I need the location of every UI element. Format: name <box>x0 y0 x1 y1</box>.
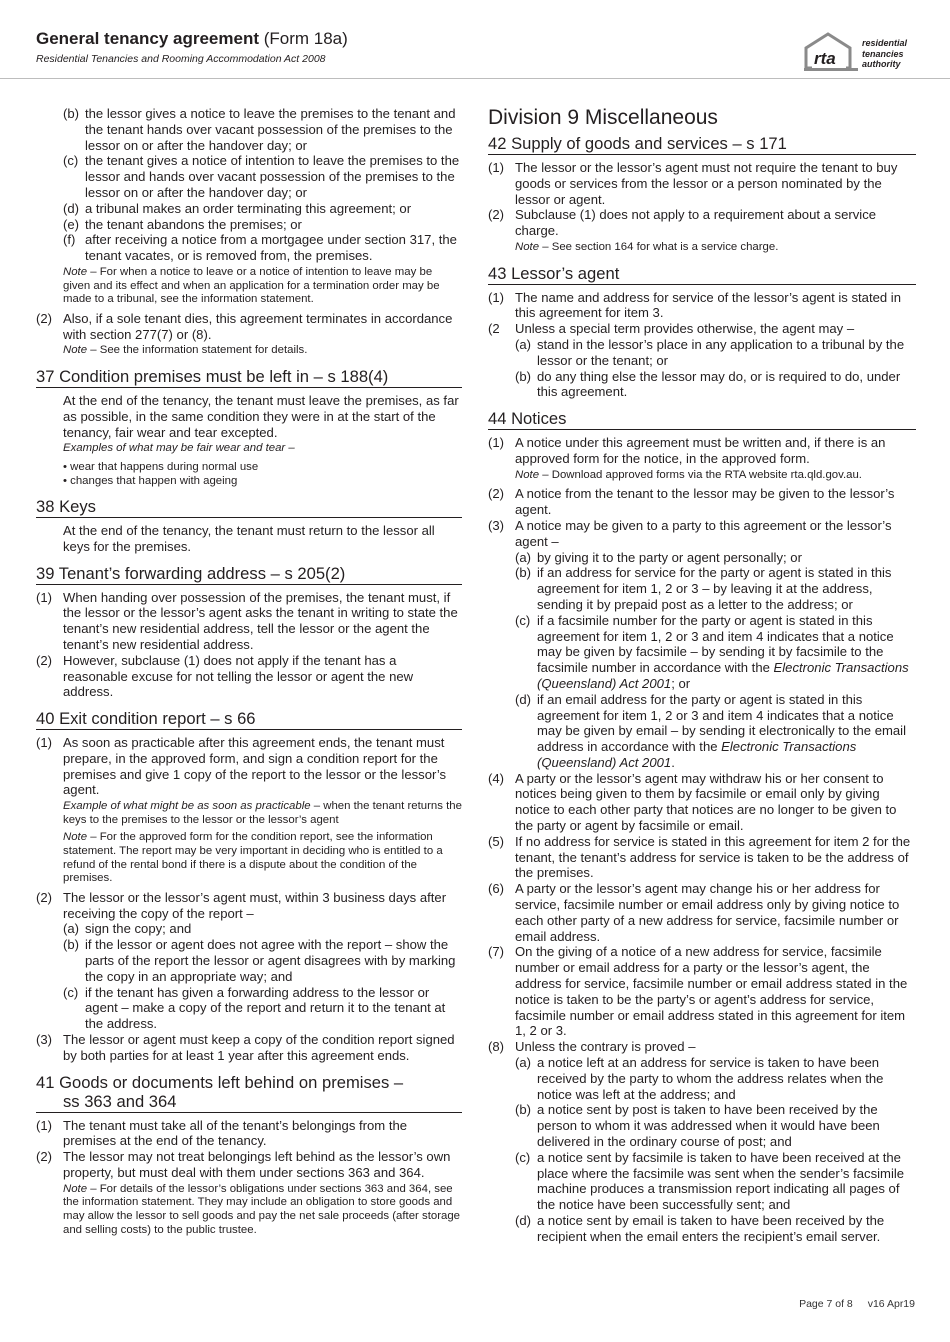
division-9-heading: Division 9 Miscellaneous <box>488 106 718 129</box>
section-42-clause-1: (1) The lessor or the lessor’s agent must not require the tenant to buy goods or services from the lessor or a person nominated by the lessor or agent. <box>488 160 898 207</box>
list-item: (e) the tenant abandons the premises; or <box>63 216 302 232</box>
section-36-note-1: Note – For when a notice to leave or a notice of intention to leave may be given and its effect and when an application for a termination order may be made to a tribunal, see the information statement. <box>63 265 440 306</box>
header-divider <box>0 78 950 79</box>
right-column <box>488 106 916 1245</box>
section-44-clause-3d: (d) if an email address for the party or agent is stated in this agreement for item 1, 2 or 3 and item 4 indicates that a notice may be given by email – by sending it electronically to the email address in accordance with the Electronic Transactions (Queensland) Act 2001. <box>515 691 906 770</box>
section-44-heading: 44 Notices <box>488 409 916 430</box>
section-44-clause-2: (2) A notice from the tenant to the lessor may be given to the lessor’s agent. <box>488 486 895 518</box>
svg-text:rta: rta <box>814 49 836 68</box>
section-36-clause-2: (2) Also, if a sole tenant dies, this agreement terminates in accordance with section 277(7) or (8). <box>36 310 453 342</box>
section-37-bullet-2: • changes that happen with ageing <box>63 474 238 487</box>
section-44-clause-7: (7) On the giving of a notice of a new address for service, facsimile number or email address for a party or the lessor’s agent, the address for service, facsimile number or email address stated in the notice is taken to be the party’s or agent’s address for service, facsimile number or email address stated in this agreement for item 1, 2 or 3. <box>488 944 908 1039</box>
section-43-heading: 43 Lessor’s agent <box>488 264 916 285</box>
document-title: General tenancy agreement (Form 18a) <box>36 29 348 48</box>
list-item: (b) if the lessor or agent does not agree with the report – show the parts of the report the lessor or agent disagrees with by marking the copy in an appropriate way; and <box>63 937 456 984</box>
section-44-clause-8-items <box>488 1055 916 1245</box>
list-item: (c) a notice sent by facsimile is taken to have been received at the place where the facsimile was sent when the sender’s facsimile machine produces a transmission report indicating all pages of the notice have been successfully sent; and <box>515 1149 905 1213</box>
section-40-example: Example of what might be as soon as practicable – when the tenant returns the keys to the premises to the lessor or the lessor’s agent <box>63 800 462 826</box>
section-42-heading: 42 Supply of goods and services – s 171 <box>488 134 916 155</box>
list-item: (a) stand in the lessor’s place in any application to a tribunal by the lessor or the tenant; or <box>515 336 905 368</box>
section-40-clause-1: (1) As soon as practicable after this agreement ends, the tenant must prepare, in the approved form, and sign a condition report for the premises and give 1 copy of the report to the lessor or the lessor’s agent. <box>36 735 447 798</box>
section-37-bullet-1: • wear that happens during normal use <box>63 460 259 473</box>
section-41-heading: 41 Goods or documents left behind on premises – ss 363 and 364 <box>36 1073 462 1113</box>
page-footer <box>799 1298 915 1310</box>
section-44-clause-8: (8) Unless the contrary is proved – <box>488 1039 696 1055</box>
left-column <box>36 106 462 1241</box>
section-40-clause-2: (2) The lessor or the lessor’s agent must, within 3 business days after receiving the copy of the report – <box>36 889 447 921</box>
section-37-heading: 37 Condition premises must be left in – s 188(4) <box>36 367 462 388</box>
list-item: (f) after receiving a notice from a mortgagee under section 317, the tenant vacates, or is removed from, the premises. <box>63 232 457 264</box>
section-38-text: At the end of the tenancy, the tenant must return to the lessor all keys for the premises. <box>63 522 435 554</box>
list-item: (a) a notice left at an address for service is taken to have been received by the party to whom the address relates when the notice was left at the address; and <box>515 1055 884 1102</box>
document-subtitle: Residential Tenancies and Rooming Accommodation Act 2008 <box>36 53 326 65</box>
section-44-clause-4: (4) A party or the lessor’s agent may withdraw his or her consent to notices being given to them by facsimile or email only by giving notice to each other party that notices are no longer to be given to the party or agent by facsimile or email. <box>488 770 897 834</box>
section-44-note: Note – Download approved forms via the RTA website rta.qld.gov.au. <box>515 468 862 481</box>
list-item: (c) if the tenant has given a forwarding address to the lessor or agent – make a copy of the report and return it to the tenant at the address. <box>63 984 446 1032</box>
section-44-clause-3a: (a) by giving it to the party or agent personally; or <box>515 549 802 565</box>
section-44-clause-6: (6) A party or the lessor’s agent may change his or her address for service, facsimile number or email address only by giving notice to each other party of a new address for service, facsimile number or email address. <box>488 881 900 944</box>
section-39-clause-2: (2) However, subclause (1) does not apply if the tenant has a reasonable excuse for not telling the lessor or agent the new address. <box>36 652 414 700</box>
list-item: (d) a notice sent by email is taken to have been received by the recipient when the email enters the recipient’s email server. <box>515 1213 885 1244</box>
logo-text: residential tenancies authority <box>862 38 908 69</box>
section-43-clause-2-items <box>488 337 916 400</box>
section-42-clause-2: (2) Subclause (1) does not apply to a requirement about a service charge. <box>488 207 877 239</box>
section-41-clause-2: (2) The lessor may not treat belongings left behind as the lessor’s own property, but must deal with them under sections 363 and 364. <box>36 1149 451 1180</box>
section-36-note-2: Note – See the information statement for details. <box>63 344 308 357</box>
section-37-text: At the end of the tenancy, the tenant must leave the premises, as far as possible, in the same condition they were in at the start of the tenancy, fair wear and tear excepted. <box>63 392 459 440</box>
list-item: (b) the lessor gives a notice to leave the premises to the tenant and the tenant hands over vacant possession of the premises to the lessor on or after the handover day; or <box>63 106 456 153</box>
list-item: (d) a tribunal makes an order terminating this agreement; or <box>63 200 412 216</box>
section-39-clause-1: (1) When handing over possession of the premises, the tenant must, if the lessor or the lessor’s agent asks the tenant in writing to state the tenant’s new residential address, tell the lessor or the agent the tenant’s new residential address. <box>36 589 458 652</box>
section-40-clause-3: (3) The lessor or agent must keep a copy of the condition report signed by both parties for at least 1 year after this agreement ends. <box>36 1032 455 1063</box>
section-41-clause-1: (1) The tenant must take all of the tenant’s belongings from the premises at the end of the tenancy. <box>36 1117 408 1149</box>
section-44-clause-3b: (b) if an address for service for the party or agent is stated in this agreement for item 1, 2 or 3 – by leaving it at the address, sending it by prepaid post as a letter to the address; or <box>515 565 892 612</box>
page-number: Page 7 of 8 <box>799 1298 853 1310</box>
section-44-clause-3: (3) A notice may be given to a party to this agreement or the lessor’s agent – <box>488 517 892 549</box>
section-38-heading: 38 Keys <box>36 497 462 518</box>
rta-logo <box>802 28 916 76</box>
section-43-clause-2: (2 Unless a special term provides otherwise, the agent may – <box>488 321 855 337</box>
section-43-clause-1: (1) The name and address for service of the lessor’s agent is stated in this agreement for item 3. <box>488 289 901 321</box>
section-40-heading: 40 Exit condition report – s 66 <box>36 709 462 730</box>
list-item: (a) sign the copy; and <box>63 921 192 937</box>
section-44-clause-5: (5) If no address for service is stated in this agreement for item 2 for the tenant, the tenant’s address for service is taken to be the address of the premises. <box>488 833 911 881</box>
section-40-note: Note – For the approved form for the condition report, see the information statement. The report may be very important in deciding who is entitled to a refund of the rental bond if there is a dispute about the condition of the premises. <box>63 831 443 885</box>
section-42-note: Note – See section 164 for what is a service charge. <box>515 240 779 253</box>
list-item: (b) a notice sent by post is taken to have been received by the person to whom it was addressed when it would have been delivered in the ordinary course of post; and <box>515 1102 880 1150</box>
section-37-examples: Examples of what may be fair wear and tear – <box>63 442 295 455</box>
section-36-items <box>36 106 462 264</box>
section-44-clause-3c: (c) if a facsimile number for the party or agent is stated in this agreement for item 1, 2 or 3 and item 4 indicates that a notice may be given by facsimile – by sending it by facsimile to the facsimile number in accordance with the Electronic Transactions (Queensland) Act 2001; or <box>515 612 909 691</box>
section-40-clause-2-items <box>36 921 462 1032</box>
rta-house-icon <box>802 28 862 74</box>
section-44-clause-1: (1) A notice under this agreement must be written and, if there is an approved form for the notice, in the approved form. <box>488 435 886 466</box>
list-item: (b) do any thing else the lessor may do, or is required to do, under this agreement. <box>515 368 901 400</box>
section-39-heading: 39 Tenant’s forwarding address – s 205(2) <box>36 564 462 585</box>
list-item: (c) the tenant gives a notice of intention to leave the premises to the lessor and hands over vacant possession of the premises to the lessor on or after the handover day; or <box>63 153 460 200</box>
version-label: v16 Apr19 <box>867 1298 915 1310</box>
section-41-note: Note – For details of the lessor’s obligations under sections 363 and 364, see the information statement. They may include an obligation to store goods and may allow the lessor to sell goods and pay the net sale proceeds (after storage and selling costs) to the public trustee. <box>63 1182 460 1236</box>
page-header <box>36 28 916 78</box>
